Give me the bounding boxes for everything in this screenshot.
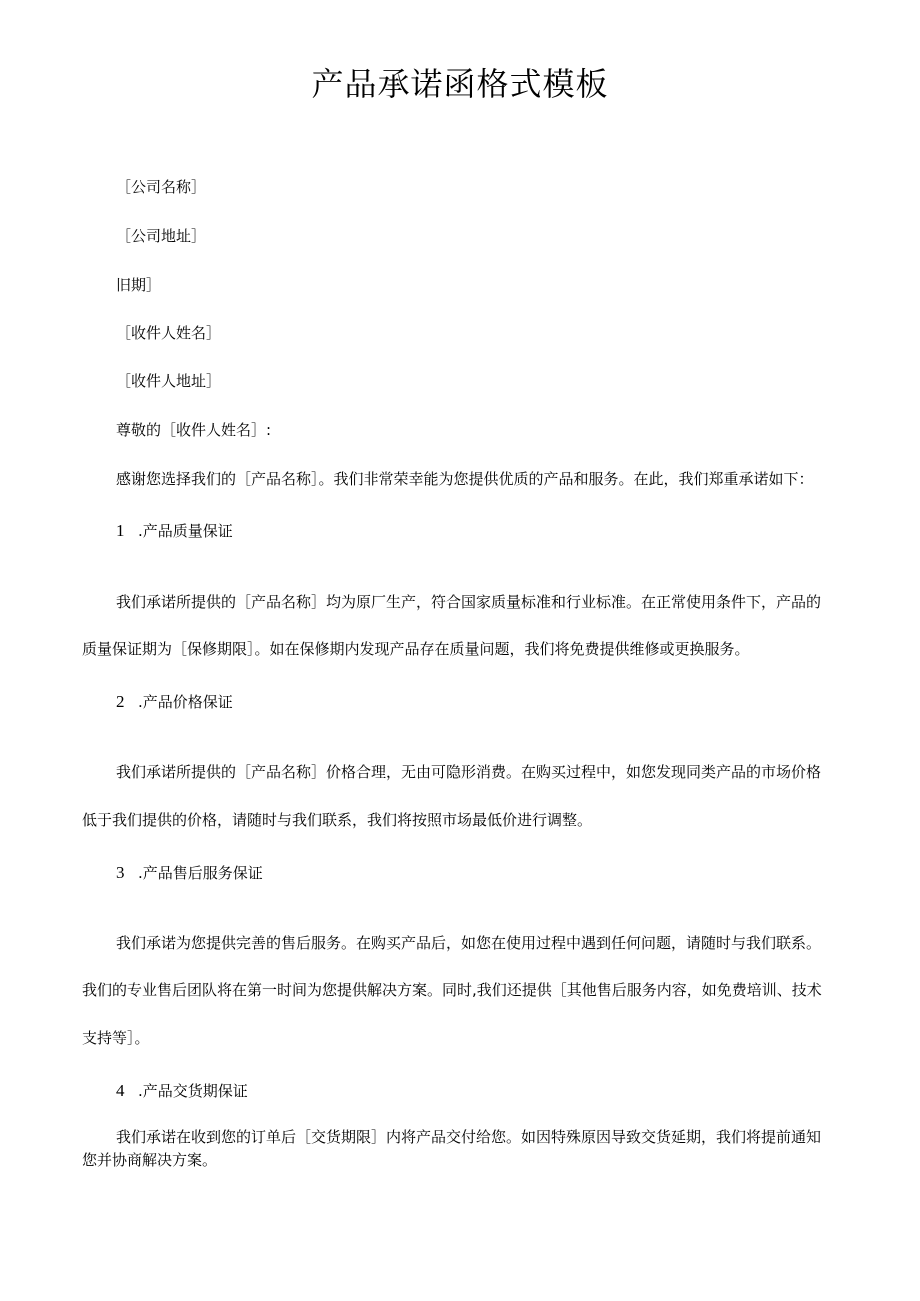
section-heading [116,1081,248,1101]
section-title: .产品交货期保证 [138,1082,248,1100]
section-number: 3 [116,863,125,882]
section-heading [116,692,233,712]
section-title: .产品质量保证 [138,522,233,540]
section-body-line: 支持等］。 [82,1029,150,1047]
recipient-name-field: ［收件人姓名］ [116,324,222,342]
section-number: 1 [116,521,125,540]
section-number: 4 [116,1081,125,1100]
section-heading [116,521,233,541]
section-title: .产品价格保证 [138,693,233,711]
date-field: 旧期］ [116,276,162,294]
page-title: 产品承诺函格式模板 [311,65,609,103]
section-title: .产品售后服务保证 [138,864,263,882]
section-body-line: 我们承诺所提供的［产品名称］价格合理，无由可隐形消费。在购买过程中，如您发现同类产品的市场价格 [116,763,822,781]
intro-paragraph: 感谢您选择我们的［产品名称］。我们非常荣幸能为您提供优质的产品和服务。在此，我们郑重承诺如下： [116,470,814,488]
recipient-address-field: ［收件人地址］ [116,372,222,390]
section-body-line: 您并协商解决方案。 [82,1151,218,1169]
section-heading [116,863,263,883]
company-name-field: ［公司名称］ [116,178,207,196]
section-body-line: 我们承诺所提供的［产品名称］均为原厂生产，符合国家质量标准和行业标准。在正常使用条件下，产品的 [116,593,822,611]
salutation: 尊敬的［收件人姓名］: [116,421,272,439]
section-body-line: 我们承诺在收到您的订单后［交货期限］内将产品交付给您。如因特殊原因导致交货延期，我们将提前通知 [116,1128,822,1146]
section-number: 2 [116,692,125,711]
section-body-line: 质量保证期为［保修期限］。如在保修期内发现产品存在质量问题，我们将免费提供维修或更换服务。 [82,640,750,658]
section-body-line: 我们承诺为您提供完善的售后服务。在购买产品后，如您在使用过程中遇到任何问题，请随时与我们联系。 [116,934,822,952]
company-address-field: ［公司地址］ [116,227,207,245]
section-body-line: 低于我们提供的价格，请随时与我们联系，我们将按照市场最低价进行调整。 [82,811,593,829]
section-body-line: 我们的专业售后团队将在第一时间为您提供解决方案。同时,我们还提供［其他售后服务内容，如免费培训、技术 [82,981,822,999]
